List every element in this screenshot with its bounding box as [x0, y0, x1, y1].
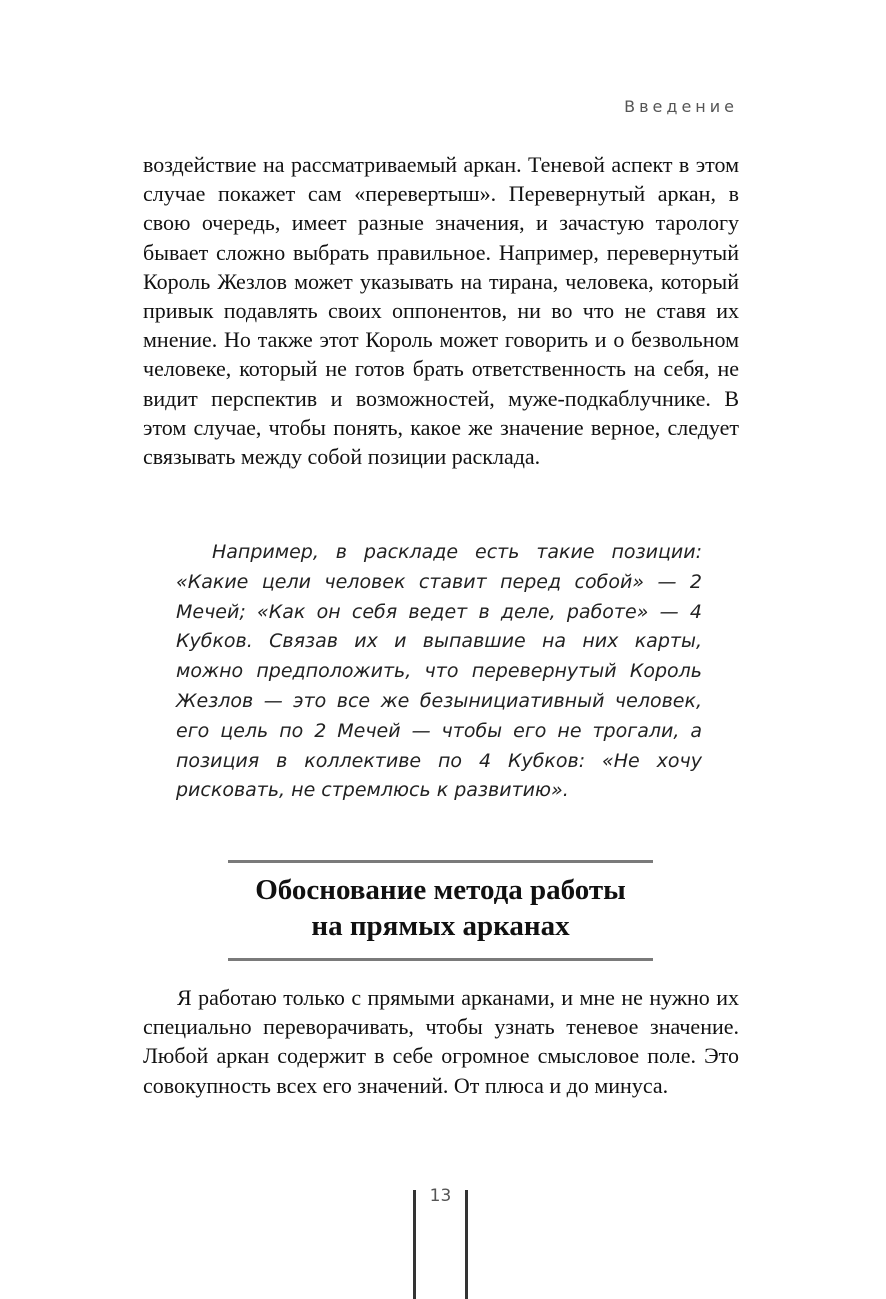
heading-rule-top [228, 860, 653, 863]
section-heading [228, 872, 653, 944]
body-paragraph-1 [143, 150, 739, 471]
section-heading-line-2: на прямых арканах [311, 910, 570, 942]
folio-rule-left [413, 1190, 416, 1299]
section-heading-line-1: Обоснование метода работы [255, 874, 626, 906]
page-number: 13 [429, 1186, 452, 1206]
running-head: Введение [624, 97, 738, 116]
example-block: Например, в раскладе есть такие позиции: «Какие цели человек ставит перед собой» — 2 Мечей; «Как он себя ведет в деле, работе» — 4 Кубков. Связав их и выпавшие на них карты, можно предположить, что перевернутый Король Жезлов — это все же безынициативный человек, его цель по 2 Мечей — чтобы его не трогали, а позиция в коллективе по 4 Кубков: «Не хочу рисковать, не стремлюсь к развитию». [176, 541, 702, 802]
paragraph-text: воздействие на рассматриваемый аркан. Теневой аспект в этом случае покажет сам «перевертыш». Перевернутый аркан, в свою очередь, имеет разные значения, и зачастую тарологу бывает сложно выбрать правильное. Например, перевернутый Король Жезлов может указывать на тирана, человека, который привык подавлять своих оппонентов, ни во что не ставя их мнение. Но также этот Король может говорить и о безвольном человеке, который не готов брать ответственность на себя, не видит перспектив и возможностей, муже-подкаблучнике. В этом случае, чтобы понять, какое же значение верное, следует связывать между собой позиции расклада. [143, 152, 739, 470]
folio-rule-right [465, 1190, 468, 1299]
body-paragraph-2 [143, 983, 739, 1100]
paragraph-text: Я работаю только с прямыми арканами, и мне не нужно их специально переворачивать, чтобы узнать теневое значение. Любой аркан содержит в себе огромное смысловое поле. Это совокупность всех его значений. От плюса и до минуса. [143, 985, 739, 1098]
heading-rule-bottom [228, 958, 653, 961]
